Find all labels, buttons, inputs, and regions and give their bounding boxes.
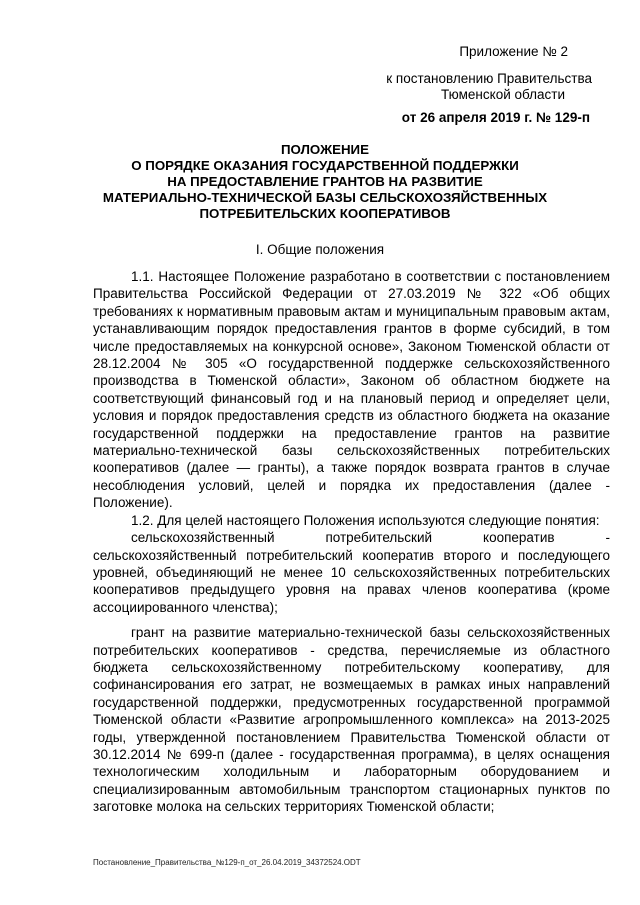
section-heading: I. Общие положения xyxy=(255,242,385,257)
title-line: НА ПРЕДОСТАВЛЕНИЕ ГРАНТОВ НА РАЗВИТИЕ xyxy=(167,174,483,189)
document-title xyxy=(100,142,550,222)
paragraph-1-1: 1.1. Настоящее Положение разработано в соответствии с постановлением Правительства Российской Федерации от 27.03.2019 № 322 «Об общих требованиях к нормативным правовым актам и муниципальным правовым актам, устанавливающим порядок предоставления грантов в форме субсидий, в том числе предоставляемых на конкурсной основе», Законом Тюменской области от 28.12.2004 № 305 «О государственной поддержке сельскохозяйственного производства в Тюменской области», Законом об областном бюджете на соответствующий финансовый год и на плановый период и определяет цели, условия и порядок предоставления средств из областного бюджета на оказание государственной поддержки на предоставление грантов на развитие материально-технической базы сельскохозяйственных потребительских кооперативов (далее — гранты), а также порядок возврата грантов в случае несоблюдения условий, целей и порядка их предоставления (далее - Положение). xyxy=(93,269,610,511)
appendix-number: Приложение № 2 xyxy=(459,44,568,59)
title-line: О ПОРЯДКЕ ОКАЗАНИЯ ГОСУДАРСТВЕННОЙ ПОДДЕРЖКИ xyxy=(131,158,519,173)
body-text xyxy=(93,268,610,816)
file-name-footer: Постановление_Правительства_№129-п_от_26.04.2019_34372524.ODT xyxy=(93,858,361,867)
definition-cooperative: сельскохозяйственный потребительский кооператив - сельскохозяйственный потребительский кооператив второго и последующего уровней, объединяющий не менее 10 сельскохозяйственных потребительских кооперативов предыдущего уровня на правах членов кооператива (кроме ассоциированного членства); xyxy=(93,530,610,615)
title-line: МАТЕРИАЛЬНО-ТЕХНИЧЕСКОЙ БАЗЫ СЕЛЬСКОХОЗЯЙСТВЕННЫХ xyxy=(102,190,548,205)
definition-grant: грант на развитие материально-технической базы сельскохозяйственных потребительских кооперативов - средства, перечисляемые из областного бюджета сельскохозяйственному потребительскому кооперативу, для софинансирования его затрат, не возмещаемых в рамках иных направлений государственной поддержки, предусмотренных государственной программой Тюменской области «Развитие агропромышленного комплекса» на 2013-2025 годы, утвержденной постановлением Правительства Тюменской области от 30.12.2014 № 699-п (далее - государственная программа), в целях оснащения технологическим холодильным и лабораторным оборудованием и специализированным автомобильным транспортом стационарных пунктов по заготовке молока на сельских территориях Тюменской области; xyxy=(93,625,610,815)
paragraph-1-2: 1.2. Для целей настоящего Положения используются следующие понятия: xyxy=(131,512,600,528)
appendix-region: Тюменской области xyxy=(441,87,565,102)
appendix-date: от 26 апреля 2019 г. № 129-п xyxy=(401,110,590,125)
title-line: ПОЛОЖЕНИЕ xyxy=(281,142,369,157)
title-line: ПОТРЕБИТЕЛЬСКИХ КООПЕРАТИВОВ xyxy=(199,206,451,221)
appendix-reference: к постановлению Правительства xyxy=(386,71,592,86)
